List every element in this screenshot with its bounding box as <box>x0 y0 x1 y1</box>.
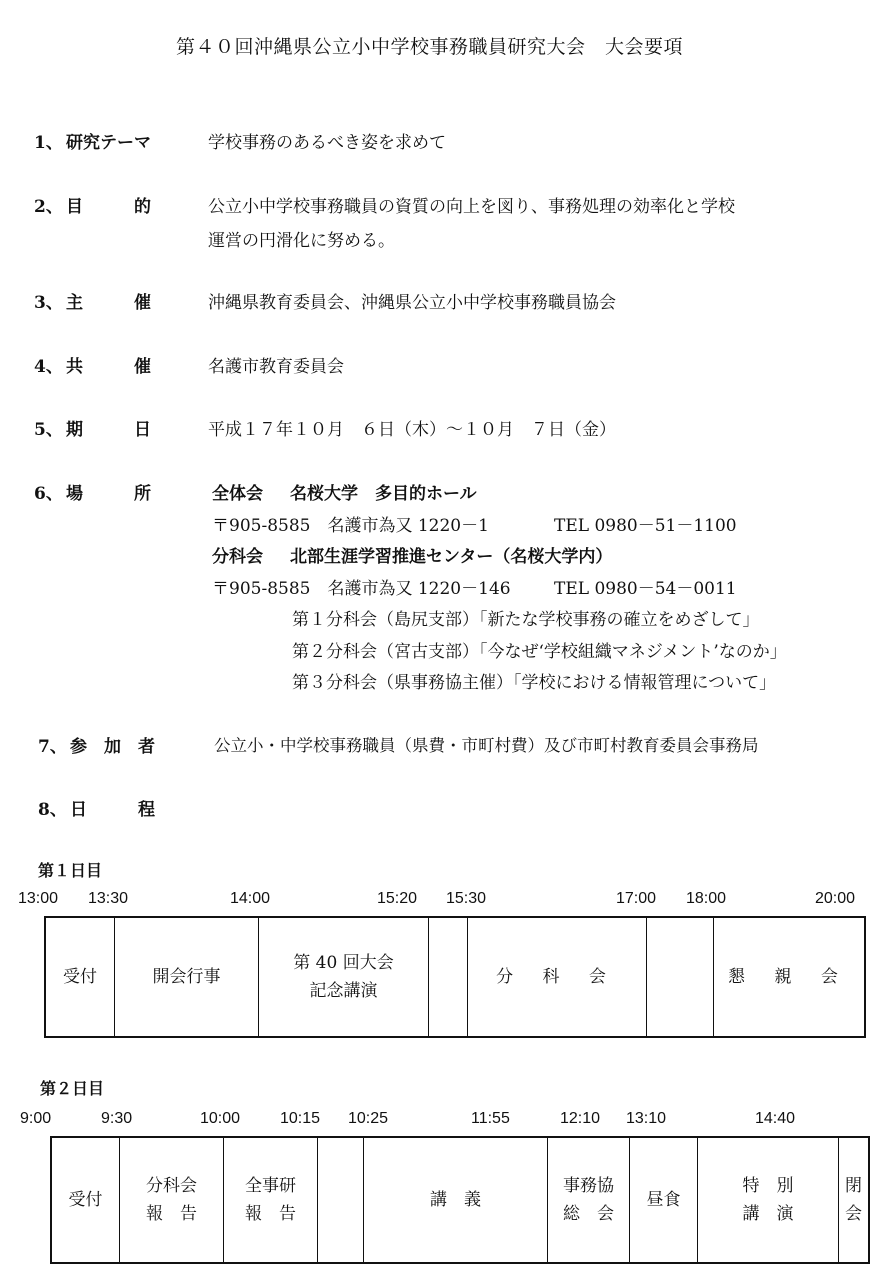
item-label-date: 期 日 <box>66 420 151 440</box>
item-label-venue: 場 所 <box>66 484 151 504</box>
time-label: 9:30 <box>101 1110 133 1127</box>
day1-schedule-table <box>44 916 866 1038</box>
schedule-cell-opening: 開会行事 <box>115 918 259 1036</box>
venue-main-address: 〒905-8585 名護市為又 1220－1 <box>212 516 489 536</box>
venue-main-place: 名桜大学 多目的ホール <box>290 484 477 504</box>
venue-main-label: 全体会 <box>212 484 263 504</box>
schedule-cell-reception: 受付 <box>52 1138 120 1262</box>
item-label-host: 主 催 <box>66 293 151 313</box>
time-label: 13:10 <box>626 1110 667 1127</box>
schedule-cell-break <box>429 918 468 1036</box>
item-text-purpose-cont: 運営の円滑化に努める。 <box>208 231 395 251</box>
item-text-participants: 公立小・中学校事務職員（県費・市町村費）及び市町村教育委員会事務局 <box>214 736 759 755</box>
session-item: 第３分科会（県事務協主催）「学校における情報管理について」 <box>292 673 777 693</box>
page-title: 第４０回沖縄県公立小中学校事務職員研究大会 大会要項 <box>176 36 684 58</box>
schedule-cell-reception-party: 懇 親 会 <box>728 966 850 987</box>
schedule-cell-keynote: 第 40 回大会 記念講演 <box>259 918 429 1036</box>
time-label: 13:30 <box>88 890 129 907</box>
time-label: 17:00 <box>616 890 657 907</box>
schedule-cell-break <box>318 1138 364 1262</box>
venue-main-tel: TEL 0980－51－1100 <box>554 516 737 536</box>
time-label: 10:15 <box>280 1110 321 1127</box>
schedule-cell-national-report: 全事研 報 告 <box>224 1138 318 1262</box>
venue-sub-address: 〒905-8585 名護市為又 1220－146 <box>212 579 511 599</box>
time-label: 11:55 <box>471 1110 510 1127</box>
session-item: 第１分科会（島尻支部）「新たな学校事務の確立をめざして」 <box>292 610 760 630</box>
item-number: 5、 <box>34 420 63 440</box>
item-number: 8、 <box>38 800 67 820</box>
item-label-purpose: 目 的 <box>66 197 151 217</box>
schedule-cell-reception: 受付 <box>46 918 115 1036</box>
item-label-cohost: 共 催 <box>66 357 151 377</box>
schedule-cell-lunch: 昼食 <box>630 1138 698 1262</box>
day2-schedule-table <box>50 1136 870 1264</box>
time-label: 10:00 <box>200 1110 241 1127</box>
time-label: 13:00 <box>18 890 59 907</box>
time-label: 10:25 <box>348 1110 389 1127</box>
item-label-schedule: 日 程 <box>70 800 155 820</box>
item-number: 7、 <box>38 737 67 757</box>
time-label: 9:00 <box>20 1110 52 1127</box>
item-number: 6、 <box>34 484 63 504</box>
time-label: 20:00 <box>815 890 856 907</box>
time-label: 15:30 <box>446 890 487 907</box>
schedule-cell-special-lecture: 特 別 講 演 <box>698 1138 839 1262</box>
time-label: 14:40 <box>755 1110 796 1127</box>
schedule-cell-sessions: 分 科 会 <box>468 918 647 1036</box>
session-item: 第２分科会（宮古支部）「今なぜ‘学校組織マネジメント’なのか」 <box>292 642 787 662</box>
item-text-cohost: 名護市教育委員会 <box>208 357 344 377</box>
item-text-host: 沖縄県教育委員会、沖縄県公立小中学校事務職員協会 <box>208 293 616 313</box>
time-label: 14:00 <box>230 890 271 907</box>
venue-sub-place: 北部生涯学習推進センター（名桜大学内） <box>290 547 613 567</box>
item-number: 4、 <box>34 357 63 377</box>
item-label-participants: 参 加 者 <box>70 737 155 757</box>
time-label: 12:10 <box>560 1110 601 1127</box>
venue-sub-tel: TEL 0980－54－0011 <box>554 579 737 599</box>
schedule-cell-general-meeting: 事務協 総 会 <box>548 1138 630 1262</box>
time-label: 15:20 <box>377 890 418 907</box>
item-number: 2、 <box>34 197 63 217</box>
item-text-date: 平成１７年１０月 ６日（木）～１０月 ７日（金） <box>208 420 616 440</box>
item-number: 1、 <box>34 133 63 153</box>
item-label-theme: 研究テーマ <box>66 133 151 153</box>
schedule-cell-closing: 閉会 <box>845 1175 862 1224</box>
item-text-theme: 学校事務のあるべき姿を求めて <box>208 133 446 153</box>
schedule-cell-session-report: 分科会 報 告 <box>120 1138 224 1262</box>
schedule-cell-lecture: 講 義 <box>364 1138 548 1262</box>
day1-title: 第１日目 <box>38 861 103 880</box>
time-label: 18:00 <box>686 890 727 907</box>
item-text-purpose: 公立小中学校事務職員の資質の向上を図り、事務処理の効率化と学校 <box>208 197 735 217</box>
schedule-cell-break <box>647 918 714 1036</box>
item-number: 3、 <box>34 293 63 313</box>
venue-sub-label: 分科会 <box>212 547 263 567</box>
day2-title: 第２日目 <box>40 1079 105 1098</box>
